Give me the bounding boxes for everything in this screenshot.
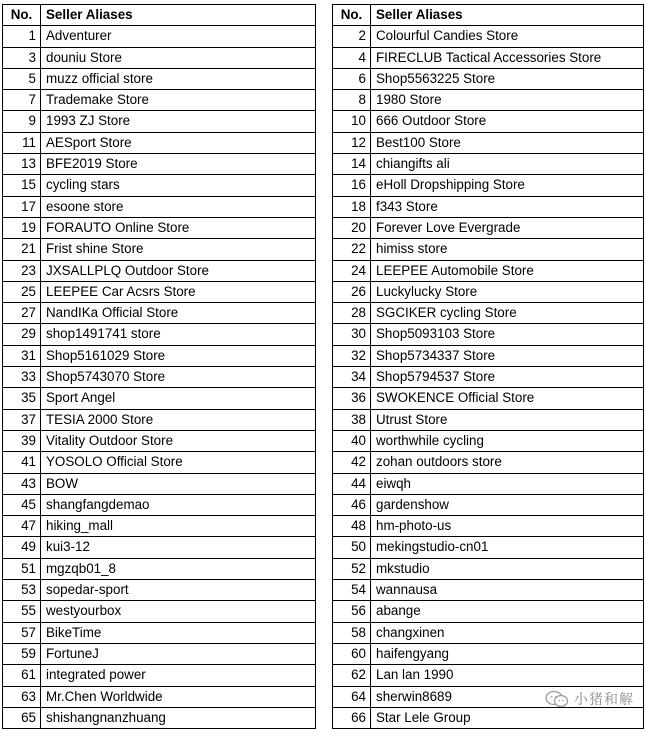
- table-row: [333, 643, 644, 664]
- seller-alias: Utrust Store: [371, 409, 644, 430]
- table-row: [333, 686, 644, 707]
- seller-table-left: [2, 4, 316, 729]
- row-number: 52: [333, 558, 371, 579]
- row-number: 55: [3, 601, 41, 622]
- row-number: 20: [333, 217, 371, 238]
- seller-alias: Colourful Candies Store: [371, 26, 644, 47]
- table-row: [333, 217, 644, 238]
- row-number: 60: [333, 643, 371, 664]
- seller-alias: LEEPEE Automobile Store: [371, 260, 644, 281]
- seller-alias: SGCIKER cycling Store: [371, 303, 644, 324]
- table-row: [3, 430, 316, 451]
- row-number: 4: [333, 47, 371, 68]
- row-number: 29: [3, 324, 41, 345]
- table-row: [3, 516, 316, 537]
- row-number: 25: [3, 281, 41, 302]
- table-row: [3, 26, 316, 47]
- table-row: [3, 111, 316, 132]
- seller-alias: f343 Store: [371, 196, 644, 217]
- table-row: [333, 47, 644, 68]
- table-row: [333, 430, 644, 451]
- seller-alias: Shop5734337 Store: [371, 345, 644, 366]
- row-number: 35: [3, 388, 41, 409]
- row-number: 50: [333, 537, 371, 558]
- header-row: [3, 5, 316, 26]
- row-number: 10: [333, 111, 371, 132]
- seller-alias: Shop5794537 Store: [371, 367, 644, 388]
- seller-alias: eHoll Dropshipping Store: [371, 175, 644, 196]
- seller-alias: westyourbox: [41, 601, 316, 622]
- header-no: No.: [333, 5, 371, 26]
- table-row: [333, 132, 644, 153]
- header-no: No.: [3, 5, 41, 26]
- table-row: [3, 643, 316, 664]
- table-row: [333, 154, 644, 175]
- seller-alias: FIRECLUB Tactical Accessories Store: [371, 47, 644, 68]
- seller-table-right: [332, 4, 644, 729]
- row-number: 18: [333, 196, 371, 217]
- seller-alias: cycling stars: [41, 175, 316, 196]
- table-row: [333, 516, 644, 537]
- row-number: 42: [333, 452, 371, 473]
- seller-alias: haifengyang: [371, 643, 644, 664]
- table-row: [333, 111, 644, 132]
- row-number: 37: [3, 409, 41, 430]
- seller-alias: shangfangdemao: [41, 494, 316, 515]
- table-row: [333, 558, 644, 579]
- table-row: [333, 409, 644, 430]
- row-number: 13: [3, 154, 41, 175]
- table-row: [333, 367, 644, 388]
- table-row: [3, 132, 316, 153]
- table-row: [3, 47, 316, 68]
- table-row: [3, 260, 316, 281]
- table-row: [333, 324, 644, 345]
- row-number: 56: [333, 601, 371, 622]
- row-number: 8: [333, 90, 371, 111]
- row-number: 19: [3, 217, 41, 238]
- table-row: [333, 665, 644, 686]
- row-number: 5: [3, 68, 41, 89]
- seller-alias: sopedar-sport: [41, 580, 316, 601]
- table-row: [3, 175, 316, 196]
- seller-alias: Luckylucky Store: [371, 281, 644, 302]
- row-number: 27: [3, 303, 41, 324]
- row-number: 17: [3, 196, 41, 217]
- table-row: [3, 303, 316, 324]
- seller-alias: Vitality Outdoor Store: [41, 430, 316, 451]
- seller-alias: abange: [371, 601, 644, 622]
- table-row: [3, 217, 316, 238]
- seller-alias: Lan lan 1990: [371, 665, 644, 686]
- table-body-left: [3, 26, 316, 729]
- row-number: 34: [333, 367, 371, 388]
- row-number: 66: [333, 707, 371, 728]
- seller-alias: eiwqh: [371, 473, 644, 494]
- table-row: [3, 154, 316, 175]
- row-number: 49: [3, 537, 41, 558]
- table-row: [3, 324, 316, 345]
- table-row: [333, 260, 644, 281]
- row-number: 36: [333, 388, 371, 409]
- table-row: [3, 473, 316, 494]
- header-row: [333, 5, 644, 26]
- row-number: 16: [333, 175, 371, 196]
- seller-alias: douniu Store: [41, 47, 316, 68]
- seller-alias: muzz official store: [41, 68, 316, 89]
- row-number: 14: [333, 154, 371, 175]
- row-number: 39: [3, 430, 41, 451]
- table-row: [333, 537, 644, 558]
- table-row: [3, 239, 316, 260]
- row-number: 44: [333, 473, 371, 494]
- row-number: 2: [333, 26, 371, 47]
- seller-alias: BFE2019 Store: [41, 154, 316, 175]
- seller-alias: Best100 Store: [371, 132, 644, 153]
- table-row: [333, 26, 644, 47]
- seller-alias: gardenshow: [371, 494, 644, 515]
- table-row: [3, 388, 316, 409]
- seller-alias: LEEPEE Car Acsrs Store: [41, 281, 316, 302]
- table-row: [3, 622, 316, 643]
- table-row: [3, 707, 316, 728]
- table-row: [3, 558, 316, 579]
- seller-alias: Frist shine Store: [41, 239, 316, 260]
- row-number: 30: [333, 324, 371, 345]
- table-row: [3, 601, 316, 622]
- seller-alias: changxinen: [371, 622, 644, 643]
- seller-alias: integrated power: [41, 665, 316, 686]
- row-number: 7: [3, 90, 41, 111]
- seller-alias: Shop5093103 Store: [371, 324, 644, 345]
- row-number: 47: [3, 516, 41, 537]
- row-number: 26: [333, 281, 371, 302]
- table-row: [3, 281, 316, 302]
- row-number: 45: [3, 494, 41, 515]
- table-row: [3, 665, 316, 686]
- row-number: 38: [333, 409, 371, 430]
- seller-alias: Forever Love Evergrade: [371, 217, 644, 238]
- seller-alias: esoone store: [41, 196, 316, 217]
- seller-alias: kui3-12: [41, 537, 316, 558]
- row-number: 24: [333, 260, 371, 281]
- seller-alias: zohan outdoors store: [371, 452, 644, 473]
- seller-alias: mgzqb01_8: [41, 558, 316, 579]
- row-number: 12: [333, 132, 371, 153]
- table-row: [333, 622, 644, 643]
- row-number: 59: [3, 643, 41, 664]
- table-row: [3, 537, 316, 558]
- header-seller-aliases: Seller Aliases: [371, 5, 644, 26]
- table-row: [333, 90, 644, 111]
- seller-alias: FORAUTO Online Store: [41, 217, 316, 238]
- table-row: [3, 196, 316, 217]
- table-row: [333, 601, 644, 622]
- row-number: 1: [3, 26, 41, 47]
- table-row: [333, 452, 644, 473]
- seller-alias: chiangifts ali: [371, 154, 644, 175]
- seller-alias: shishangnanzhuang: [41, 707, 316, 728]
- seller-alias: YOSOLO Official Store: [41, 452, 316, 473]
- seller-alias: Sport Angel: [41, 388, 316, 409]
- row-number: 28: [333, 303, 371, 324]
- row-number: 62: [333, 665, 371, 686]
- seller-alias: mekingstudio-cn01: [371, 537, 644, 558]
- table-row: [3, 68, 316, 89]
- row-number: 61: [3, 665, 41, 686]
- row-number: 57: [3, 622, 41, 643]
- table-row: [333, 494, 644, 515]
- seller-alias: 666 Outdoor Store: [371, 111, 644, 132]
- seller-alias: mkstudio: [371, 558, 644, 579]
- row-number: 3: [3, 47, 41, 68]
- table-row: [3, 367, 316, 388]
- seller-alias: Star Lele Group: [371, 707, 644, 728]
- seller-alias: SWOKENCE Official Store: [371, 388, 644, 409]
- table-row: [333, 580, 644, 601]
- row-number: 43: [3, 473, 41, 494]
- row-number: 9: [3, 111, 41, 132]
- seller-alias: Adventurer: [41, 26, 316, 47]
- row-number: 15: [3, 175, 41, 196]
- seller-alias: Shop5743070 Store: [41, 367, 316, 388]
- seller-alias: 1980 Store: [371, 90, 644, 111]
- table-row: [3, 494, 316, 515]
- row-number: 48: [333, 516, 371, 537]
- row-number: 41: [3, 452, 41, 473]
- row-number: 63: [3, 686, 41, 707]
- row-number: 58: [333, 622, 371, 643]
- table-row: [3, 345, 316, 366]
- table-row: [3, 452, 316, 473]
- row-number: 53: [3, 580, 41, 601]
- seller-alias: Shop5161029 Store: [41, 345, 316, 366]
- table-row: [333, 239, 644, 260]
- row-number: 40: [333, 430, 371, 451]
- seller-alias: TESIA 2000 Store: [41, 409, 316, 430]
- seller-alias: Shop5563225 Store: [371, 68, 644, 89]
- seller-alias: shop1491741 store: [41, 324, 316, 345]
- seller-alias: BikeTime: [41, 622, 316, 643]
- row-number: 31: [3, 345, 41, 366]
- seller-alias: wannausa: [371, 580, 644, 601]
- seller-alias: himiss store: [371, 239, 644, 260]
- seller-alias: Mr.Chen Worldwide: [41, 686, 316, 707]
- header-seller-aliases: Seller Aliases: [41, 5, 316, 26]
- row-number: 51: [3, 558, 41, 579]
- row-number: 54: [333, 580, 371, 601]
- row-number: 32: [333, 345, 371, 366]
- row-number: 64: [333, 686, 371, 707]
- seller-alias: Trademake Store: [41, 90, 316, 111]
- seller-alias: worthwhile cycling: [371, 430, 644, 451]
- seller-alias: sherwin8689: [371, 686, 644, 707]
- table-row: [3, 90, 316, 111]
- watermark-text: 小猪和解: [574, 692, 634, 708]
- table-row: [333, 281, 644, 302]
- seller-alias: FortuneJ: [41, 643, 316, 664]
- seller-alias: 1993 ZJ Store: [41, 111, 316, 132]
- table-row: [333, 303, 644, 324]
- seller-alias: JXSALLPLQ Outdoor Store: [41, 260, 316, 281]
- table-row: [333, 68, 644, 89]
- row-number: 11: [3, 132, 41, 153]
- table-row: [3, 580, 316, 601]
- row-number: 46: [333, 494, 371, 515]
- table-row: [333, 175, 644, 196]
- row-number: 65: [3, 707, 41, 728]
- seller-alias: NandIKa Official Store: [41, 303, 316, 324]
- row-number: 6: [333, 68, 371, 89]
- table-row: [333, 196, 644, 217]
- table-row: [333, 388, 644, 409]
- table-row: [333, 345, 644, 366]
- table-row: [3, 686, 316, 707]
- table-row: [333, 707, 644, 728]
- table-row: [3, 409, 316, 430]
- row-number: 21: [3, 239, 41, 260]
- seller-alias: hm-photo-us: [371, 516, 644, 537]
- row-number: 33: [3, 367, 41, 388]
- table-row: [333, 473, 644, 494]
- table-body-right: [333, 26, 644, 729]
- seller-alias: BOW: [41, 473, 316, 494]
- row-number: 22: [333, 239, 371, 260]
- seller-alias: hiking_mall: [41, 516, 316, 537]
- row-number: 23: [3, 260, 41, 281]
- seller-alias: AESport Store: [41, 132, 316, 153]
